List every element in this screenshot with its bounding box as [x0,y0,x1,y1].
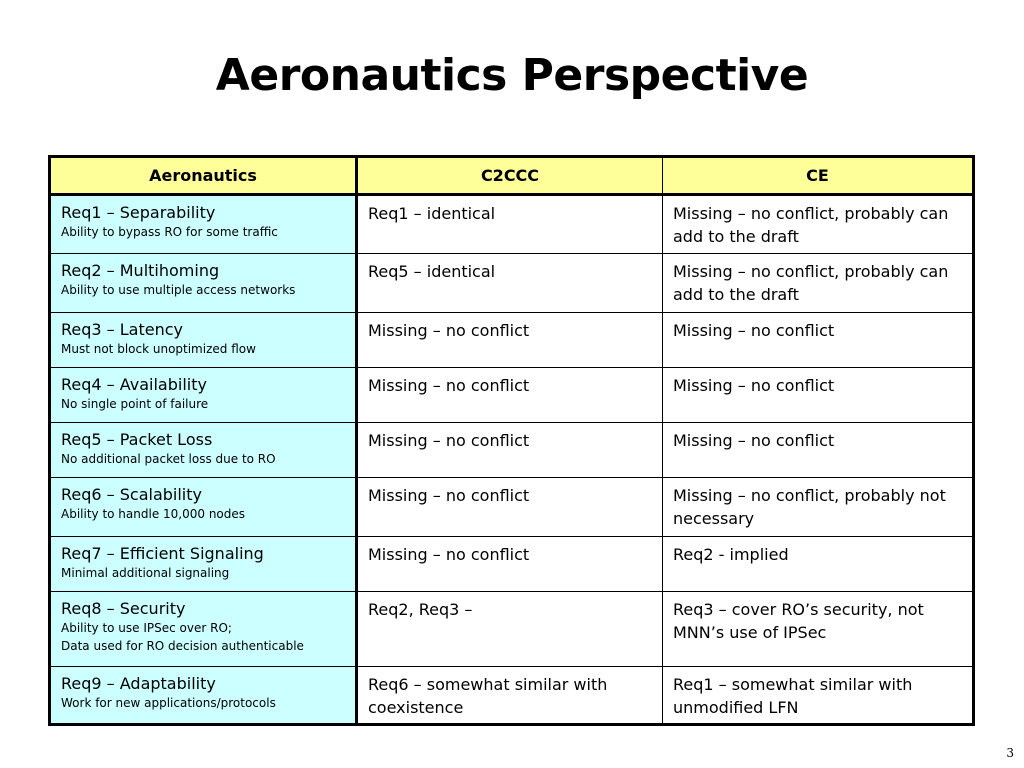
requirement-name: Req5 – Packet Loss [61,430,213,449]
requirement-cell [50,368,357,423]
comparison-table [48,155,975,726]
table-row [50,537,974,592]
c2ccc-cell: Req1 – identical [357,195,663,254]
table-row [50,254,974,313]
requirement-description: No additional packet loss due to RO [61,452,276,466]
requirement-name: Req4 – Availability [61,375,207,394]
column-header-aeronautics: Aeronautics [50,157,357,195]
requirement-cell [50,195,357,254]
requirement-name: Req3 – Latency [61,320,183,339]
column-header-ce: CE [663,157,974,195]
table-body [50,195,974,725]
table-row [50,478,974,537]
c2ccc-cell: Missing – no conflict [357,478,663,537]
requirement-name: Req2 – Multihoming [61,261,220,280]
ce-cell: Req2 - implied [663,537,974,592]
requirement-description: Must not block unoptimized flow [61,342,256,356]
c2ccc-cell: Req2, Req3 – [357,592,663,667]
requirement-name: Req9 – Adaptability [61,674,216,693]
ce-cell: Missing – no conflict, probably can add to the draft [663,254,974,313]
column-header-c2ccc: C2CCC [357,157,663,195]
requirement-description: Ability to bypass RO for some traffic [61,225,278,239]
ce-cell: Missing – no conflict, probably can add to the draft [663,195,974,254]
requirement-cell [50,313,357,368]
requirement-description: Minimal additional signaling [61,566,230,580]
requirement-description: Ability to handle 10,000 nodes [61,507,246,521]
requirement-cell [50,478,357,537]
table-row [50,195,974,254]
requirement-cell [50,537,357,592]
requirement-name: Req8 – Security [61,599,186,618]
c2ccc-cell: Missing – no conflict [357,368,663,423]
table-row [50,313,974,368]
requirement-description: Ability to use multiple access networks [61,283,296,297]
c2ccc-cell: Req5 – identical [357,254,663,313]
slide-title: Aeronautics Perspective [215,50,809,101]
ce-cell: Missing – no conflict [663,313,974,368]
requirement-description: Ability to use IPSec over RO; [61,621,232,635]
ce-cell: Missing – no conflict [663,423,974,478]
requirement-description: No single point of failure [61,397,209,411]
table-row [50,667,974,725]
requirement-cell [50,592,357,667]
ce-cell: Missing – no conflict [663,368,974,423]
requirement-description: Data used for RO decision authenticable [61,639,304,653]
table-row [50,592,974,667]
requirement-description: Work for new applications/protocols [61,696,276,710]
c2ccc-cell: Missing – no conflict [357,313,663,368]
requirement-cell [50,667,357,725]
requirement-name: Req7 – Efficient Signaling [61,544,264,563]
requirement-cell [50,254,357,313]
table-row [50,423,974,478]
requirement-name: Req6 – Scalability [61,485,202,504]
ce-cell: Req1 – somewhat similar with unmodified LFN [663,667,974,725]
c2ccc-cell: Req6 – somewhat similar with coexistence [357,667,663,725]
table-header-row [50,157,974,195]
requirement-name: Req1 – Separability [61,203,216,222]
c2ccc-cell: Missing – no conflict [357,537,663,592]
requirement-cell [50,423,357,478]
page-number: 3 [1006,746,1014,760]
table-row [50,368,974,423]
ce-cell: Req3 – cover RO’s security, not MNN’s use of IPSec [663,592,974,667]
c2ccc-cell: Missing – no conflict [357,423,663,478]
ce-cell: Missing – no conflict, probably not necessary [663,478,974,537]
